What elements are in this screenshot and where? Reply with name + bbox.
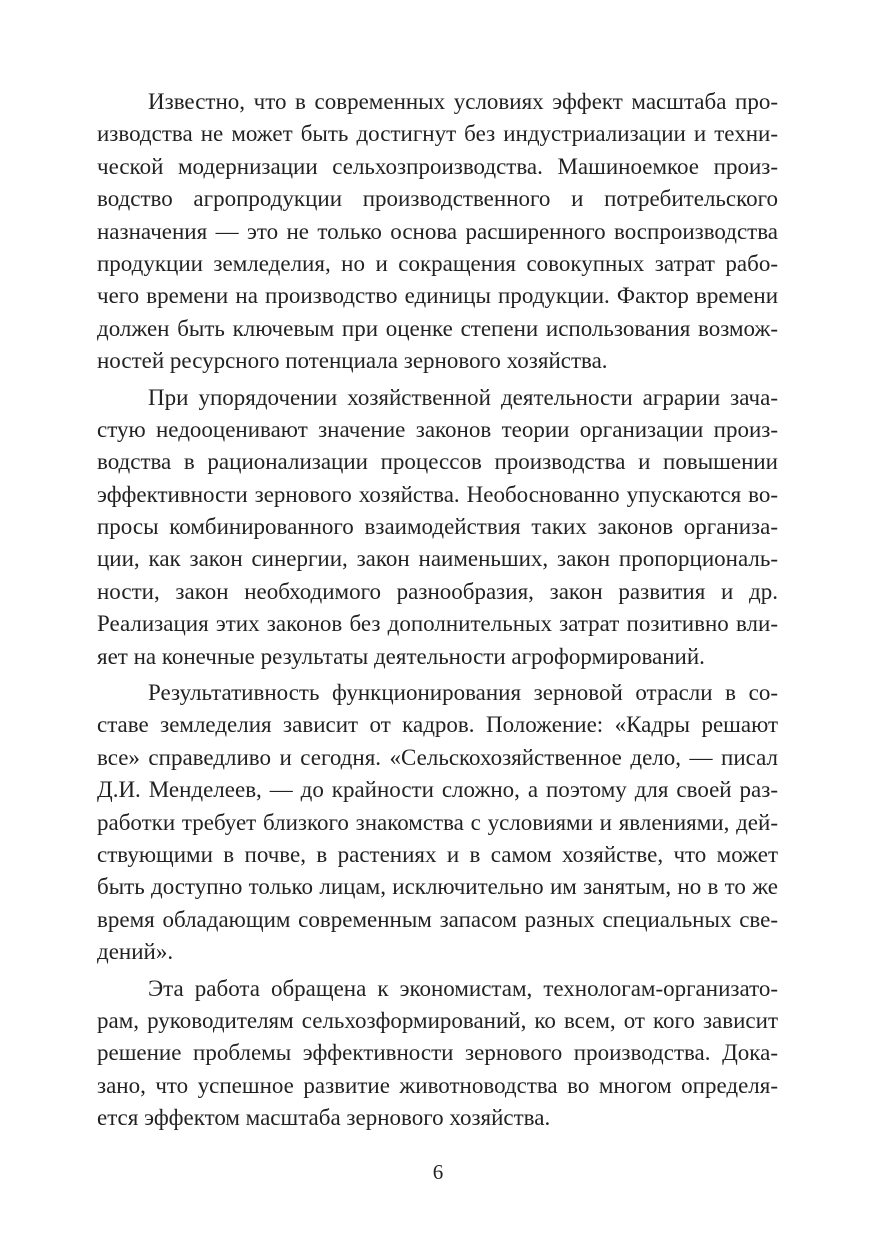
paragraph-line: Эта работа обращена к экономистам, технологам-организато- — [148, 975, 778, 1001]
paragraph-line: стую недооценивают значение законов теории организации произ- — [97, 416, 778, 442]
paragraph-line: водство агропродукции производственного и потребительского — [97, 186, 778, 212]
paragraph-line: все» справедливо и сегодня. «Сельскохозяйственное дело, — писал — [97, 744, 778, 770]
paragraph-line: Известно, что в современных условиях эффект масштаба про- — [148, 89, 778, 114]
paragraph-line: должен быть ключевым при оценке степени использования возмож- — [97, 315, 778, 341]
paragraph-line: Реализация этих законов без дополнительных затрат позитивно вли- — [97, 611, 778, 637]
paragraph-line: Д.И. Менделеев, — до крайности сложно, а поэтому для своей раз- — [97, 777, 778, 803]
paragraph-line: изводства не может быть достигнут без индустриализации и техни- — [97, 121, 778, 147]
paragraph-line: работки требует близкого знакомства с условиями и явлениями, дей- — [97, 809, 778, 835]
paragraph-line: При упорядочении хозяйственной деятельности аграрии зача- — [148, 384, 778, 410]
paragraph-line: чего времени на производство единицы продукции. Фактор времени — [97, 283, 778, 309]
paragraph-4 — [97, 973, 778, 1135]
paragraph-3 — [97, 677, 778, 969]
paragraph-line: эффективности зернового хозяйства. Необоснованно упускаются во- — [97, 481, 778, 507]
paragraph-line: зано, что успешное развитие животноводства во многом определя- — [97, 1072, 778, 1098]
paragraph-line: Результативность функционирования зерновой отрасли в со- — [148, 680, 778, 706]
paragraph-line: просы комбинированного взаимодействия таких законов организа- — [97, 514, 778, 540]
paragraph-line: рам, руководителям сельхозформирований, ко всем, от кого зависит — [97, 1007, 778, 1033]
paragraph-line: ческой модернизации сельхозпроизводства. Машиноемкое произ- — [97, 153, 778, 179]
paragraph-line: ется эффектом масштаба зернового хозяйства. — [97, 1105, 551, 1131]
paragraph-line: назначения — это не только основа расширенного воспроизводства — [97, 218, 778, 244]
paragraph-line: время обладающим современным запасом разных специальных све- — [97, 906, 778, 932]
paragraph-line: ностей ресурсного потенциала зернового хозяйства. — [97, 348, 608, 374]
paragraph-line: ствующими в почве, в растениях и в самом хозяйстве, что может — [97, 841, 778, 867]
paragraph-line: решение проблемы эффективности зернового производства. Дока- — [97, 1040, 778, 1066]
paragraph-2 — [97, 382, 778, 674]
page-number: 6 — [432, 1160, 444, 1184]
paragraph-line: водства в рационализации процессов производства и повышении — [97, 449, 778, 475]
paragraph-1 — [97, 86, 778, 378]
paragraph-line: быть доступно только лицам, исключительно им занятым, но в то же — [97, 874, 778, 900]
paragraph-line: продукции земледелия, но и сокращения совокупных затрат рабо- — [97, 250, 778, 276]
paragraph-line: ставе земледелия зависит от кадров. Положение: «Кадры решают — [97, 712, 778, 738]
body-text — [97, 86, 778, 1135]
paragraph-line: дений». — [97, 939, 174, 965]
paragraph-line: яет на конечные результаты деятельности агроформирований. — [97, 643, 705, 669]
paragraph-line: ции, как закон синергии, закон наименьших, закон пропорциональ- — [97, 546, 778, 572]
paragraph-line: ности, закон необходимого разнообразия, закон развития и др. — [97, 578, 778, 604]
